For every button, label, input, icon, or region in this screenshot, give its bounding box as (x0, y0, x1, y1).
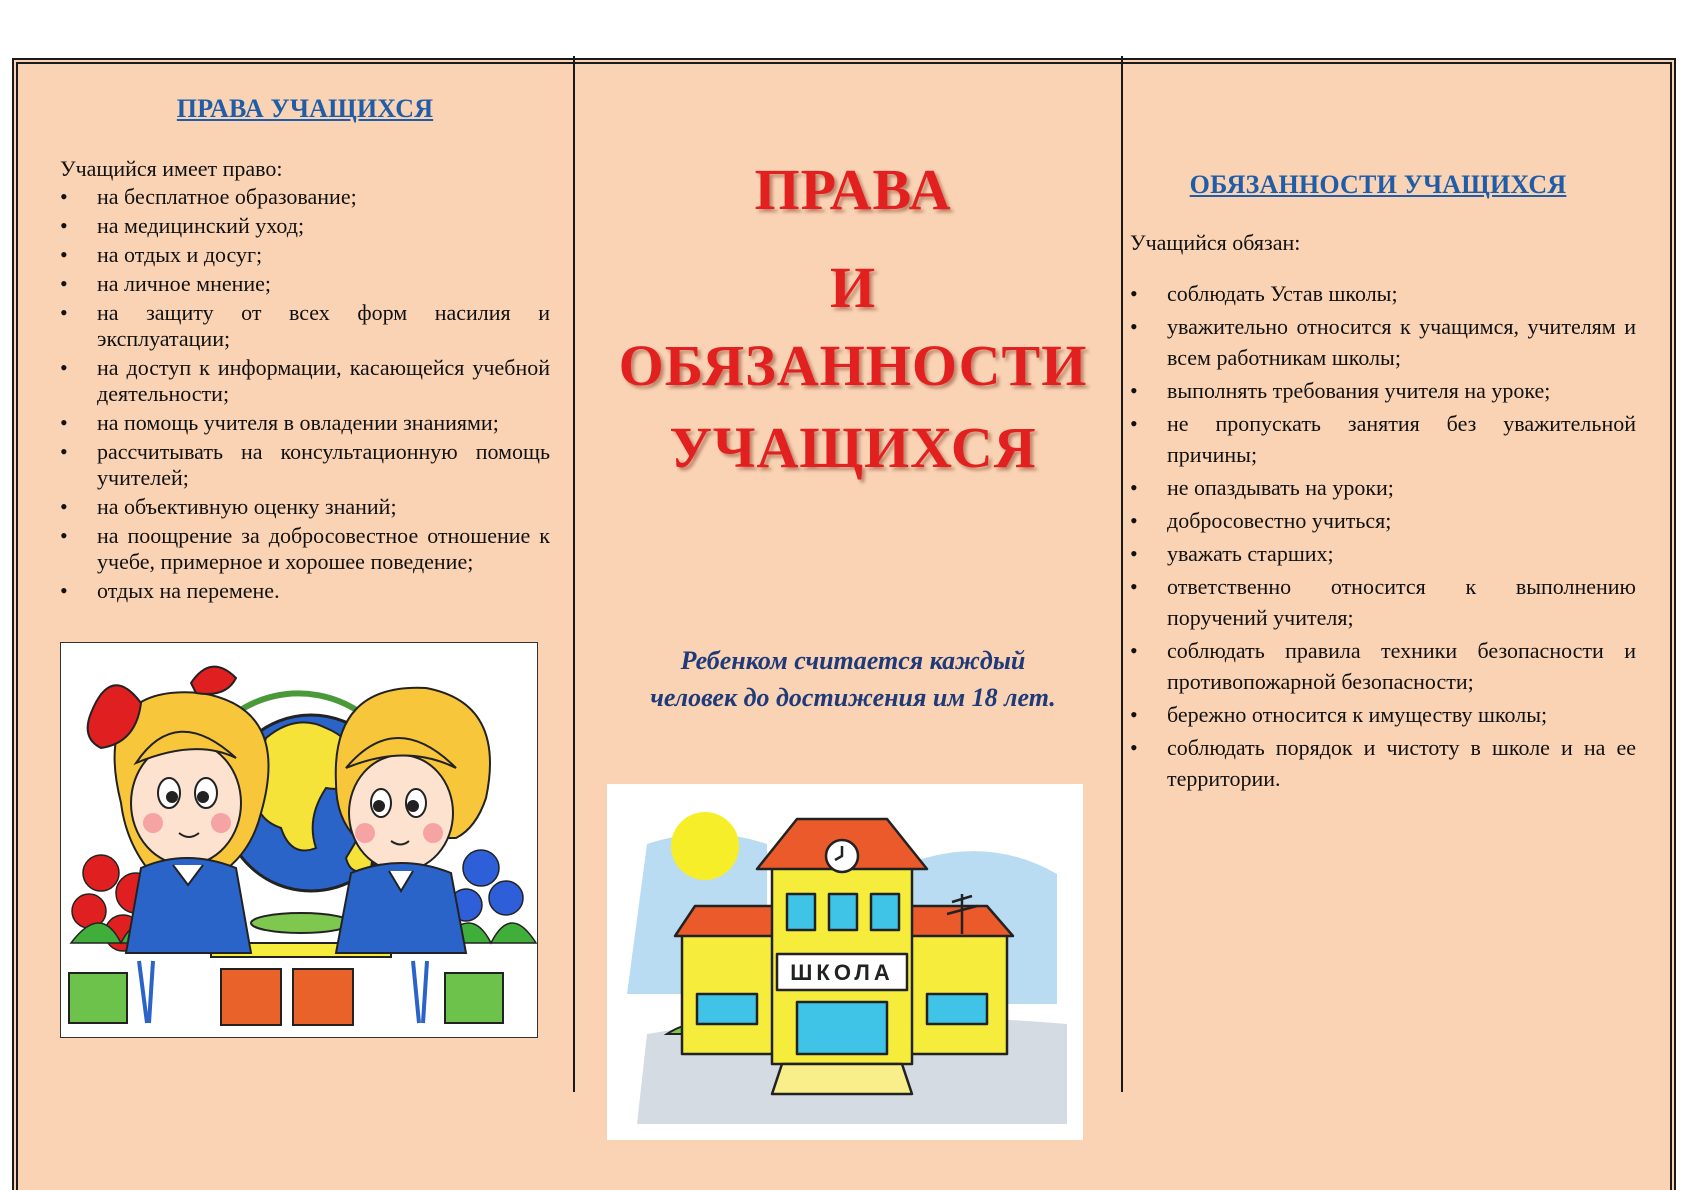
duties-intro: Учащийся обязан: (1130, 230, 1301, 255)
age-note (578, 642, 1128, 716)
duties-list (1130, 278, 1636, 796)
main-title-line-4: УЧАЩИХСЯ (669, 415, 1037, 480)
list-item: • соблюдать порядок и чистоту в школе и на ее территории. (1130, 732, 1636, 794)
main-title-line-3: ОБЯЗАННОСТИ (618, 333, 1088, 398)
main-title-line-2: И (829, 255, 877, 320)
age-note-line-2: человек до достижения им 18 лет. (650, 683, 1056, 712)
list-item: • на личное мнение; (60, 271, 550, 297)
list-item: • на поощрение за добросовестное отношение к учебе, примерное и хорошее поведение; (60, 523, 550, 575)
rights-list (60, 184, 550, 607)
column-divider-left (573, 56, 575, 1092)
brochure-sheet (12, 58, 1676, 1190)
children-globe-drawing (61, 643, 537, 1037)
list-item: • на медицинский уход; (60, 213, 550, 239)
list-item: • на доступ к информации, касающейся учебной деятельности; (60, 355, 550, 407)
list-item: • добросовестно учиться; (1130, 505, 1636, 536)
list-item: • уважительно относится к учащимся, учителям и всем работникам школы; (1130, 311, 1636, 373)
list-item: • уважать старших; (1130, 538, 1636, 569)
list-item: • соблюдать Устав школы; (1130, 278, 1636, 309)
list-item: • на бесплатное образование; (60, 184, 550, 210)
list-item: • на защиту от всех форм насилия и эксплуатации; (60, 300, 550, 352)
list-item: • на объективную оценку знаний; (60, 494, 550, 520)
list-item: • не пропускать занятия без уважительной причины; (1130, 408, 1636, 470)
main-title-line-1: ПРАВА (754, 157, 952, 222)
list-item: • бережно относится к имуществу школы; (1130, 699, 1636, 730)
children-globe-illustration (60, 642, 538, 1038)
list-item: • на помощь учителя в овладении знаниями; (60, 410, 550, 436)
list-item: • отдых на перемене. (60, 578, 550, 604)
age-note-line-1: Ребенком считается каждый (680, 646, 1026, 675)
list-item: • ответственно относится к выполнению поручений учителя; (1130, 571, 1636, 633)
duties-heading: ОБЯЗАННОСТИ УЧАЩИХСЯ (1189, 170, 1567, 199)
list-item: • не опаздывать на уроки; (1130, 472, 1636, 503)
list-item: • на отдых и досуг; (60, 242, 550, 268)
school-sign-text: ШКОЛА (790, 960, 894, 985)
list-item: • выполнять требования учителя на уроке; (1130, 375, 1636, 406)
list-item: • соблюдать правила техники безопасности и противопожарной безопасности; (1130, 635, 1636, 697)
school-drawing (607, 784, 1083, 1140)
rights-intro: Учащийся имеет право: (60, 156, 283, 181)
school-illustration (607, 784, 1083, 1140)
rights-heading: ПРАВА УЧАЩИХСЯ (176, 94, 434, 123)
list-item: • рассчитывать на консультационную помощь учителей; (60, 439, 550, 491)
